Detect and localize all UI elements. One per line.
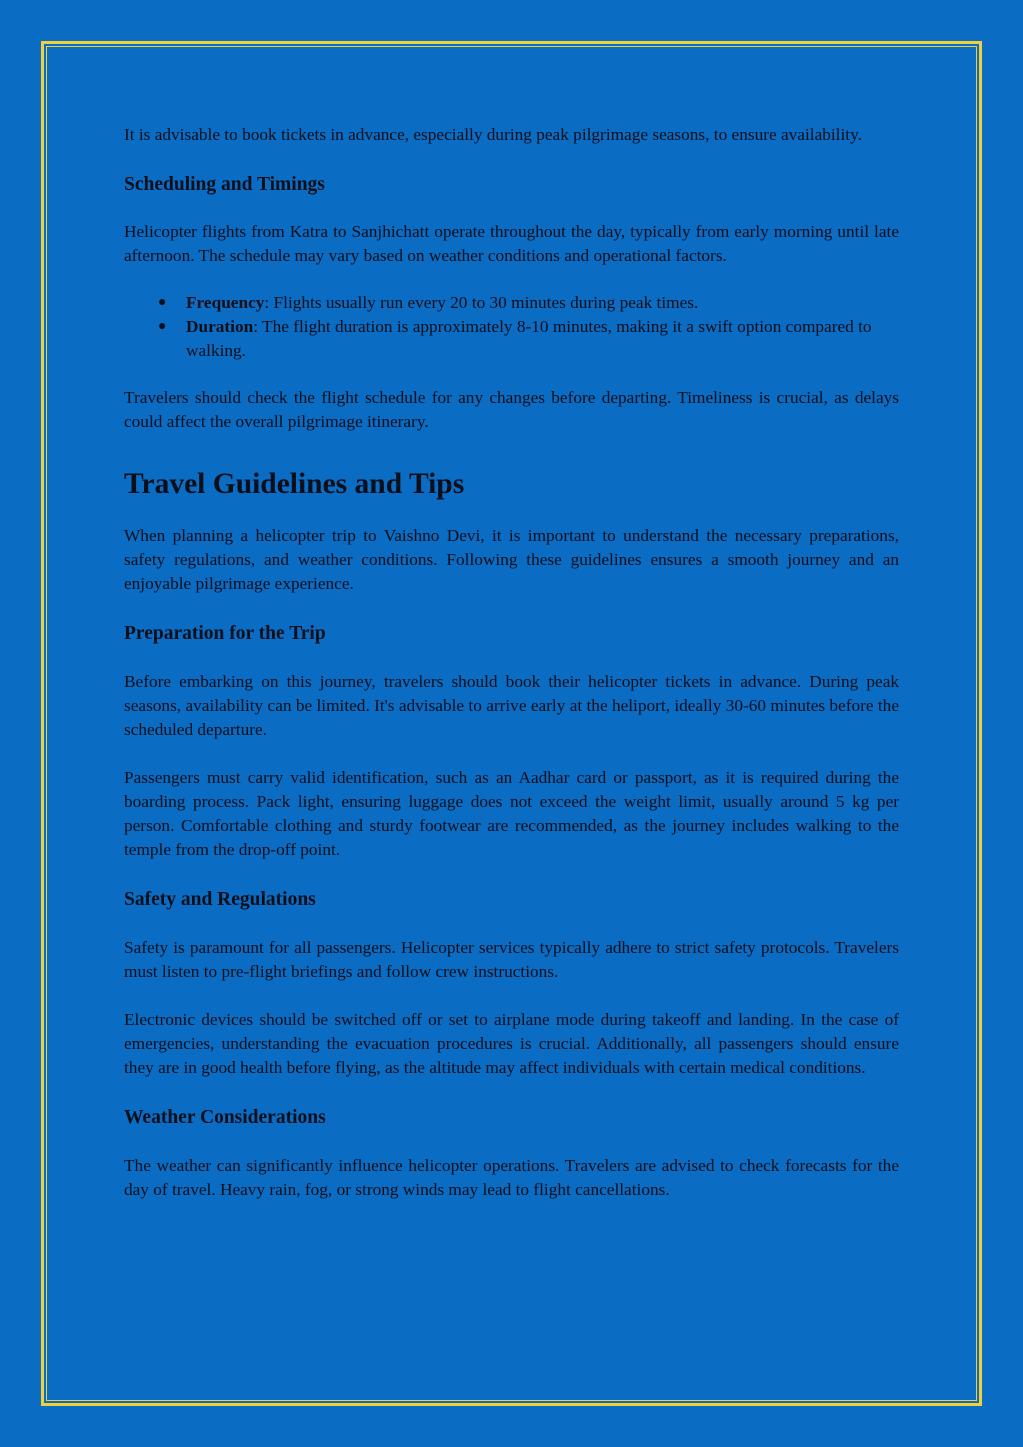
scheduling-heading: Scheduling and Timings bbox=[124, 174, 325, 195]
safety-paragraph-2: Electronic devices should be switched off or set to airplane mode during takeoff and landing. In the case of emergencies, understanding the evacuation procedures is crucial. Additionally, all passengers should ensure they are in good health before flying, as the altitude may affect individuals with certain medical conditions. bbox=[124, 1010, 899, 1077]
list-item-frequency bbox=[158, 291, 899, 315]
bullet-term: Duration bbox=[186, 317, 254, 336]
document-body bbox=[124, 123, 899, 1202]
scheduling-paragraph: Helicopter flights from Katra to Sanjhichatt operate throughout the day, typically from early morning until late afternoon. The schedule may vary based on weather conditions and operational factors. bbox=[124, 222, 899, 265]
preparation-heading: Preparation for the Trip bbox=[124, 623, 326, 644]
bullet-icon: ● bbox=[158, 319, 167, 334]
bullet-term: Frequency bbox=[186, 293, 265, 312]
bullet-icon: ● bbox=[158, 295, 167, 310]
bullet-text: : The flight duration is approximately 8-10 minutes, making it a swift option compared to walking. bbox=[186, 317, 872, 360]
guidelines-paragraph: When planning a helicopter trip to Vaishno Devi, it is important to understand the necessary preparations, safety regulations, and weather conditions. Following these guidelines ensures a smooth journey and an enjoyable pilgrimage experience. bbox=[124, 526, 899, 593]
intro-paragraph: It is advisable to book tickets in advance, especially during peak pilgrimage seasons, to ensure availability. bbox=[124, 125, 862, 144]
bullet-text: : Flights usually run every 20 to 30 minutes during peak times. bbox=[264, 293, 699, 312]
scheduling-closing-paragraph: Travelers should check the flight schedule for any changes before departing. Timeliness is crucial, as delays could affect the overall pilgrimage itinerary. bbox=[124, 388, 899, 431]
safety-paragraph-1: Safety is paramount for all passengers. Helicopter services typically adhere to strict safety protocols. Travelers must listen to pre-flight briefings and follow crew instructions. bbox=[124, 938, 899, 981]
weather-paragraph: The weather can significantly influence helicopter operations. Travelers are advised to check forecasts for the day of travel. Heavy rain, fog, or strong winds may lead to flight cancellations. bbox=[124, 1156, 899, 1199]
scheduling-bullet-list bbox=[124, 291, 899, 363]
guidelines-heading: Travel Guidelines and Tips bbox=[124, 468, 465, 500]
weather-heading: Weather Considerations bbox=[124, 1107, 326, 1128]
preparation-paragraph-1: Before embarking on this journey, travelers should book their helicopter tickets in advance. During peak seasons, availability can be limited. It's advisable to arrive early at the heliport, ideally 30-60 minutes before the scheduled departure. bbox=[124, 672, 899, 739]
safety-heading: Safety and Regulations bbox=[124, 889, 316, 910]
preparation-paragraph-2: Passengers must carry valid identification, such as an Aadhar card or passport, as it is required during the boarding process. Pack light, ensuring luggage does not exceed the weight limit, usually around 5 kg per person. Comfortable clothing and sturdy footwear are recommended, as the journey includes walking to the temple from the drop-off point. bbox=[124, 768, 899, 859]
list-item-duration bbox=[158, 315, 899, 363]
